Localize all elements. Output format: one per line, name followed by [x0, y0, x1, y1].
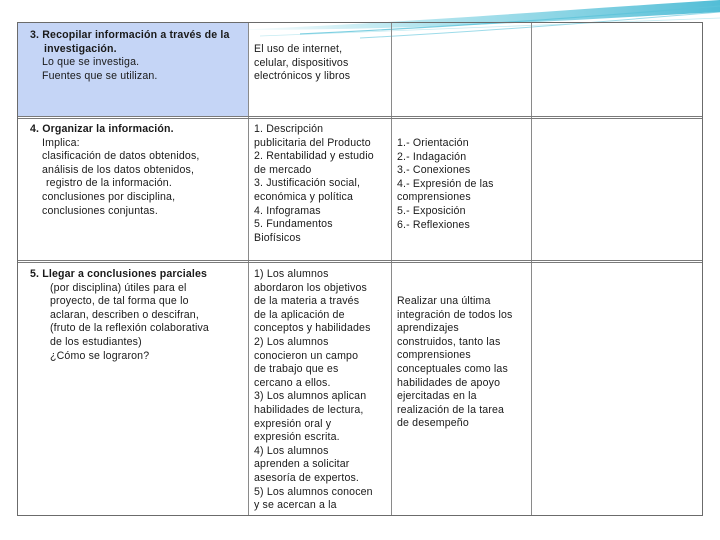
cell-line: 5.- Exposición — [397, 204, 466, 217]
phase-5-line: ¿Cómo se lograron? — [50, 349, 150, 362]
phase-5-line: (por disciplina) útiles para el — [50, 281, 187, 294]
column-divider — [391, 23, 392, 515]
cell-line: 2.- Indagación — [397, 150, 467, 163]
cell-line: conocieron un campo — [254, 349, 359, 362]
phase-4-line: conclusiones conjuntas. — [42, 204, 158, 217]
phase-4-stages-cell — [397, 137, 494, 232]
cell-line: habilidades de lectura, — [254, 403, 364, 416]
cell-line: asesoría de expertos. — [254, 471, 360, 484]
methodology-table — [17, 22, 703, 516]
phase-4-title: 4. Organizar la información. — [30, 123, 174, 135]
cell-line: expresión oral y — [254, 417, 332, 430]
phase-3-cell — [30, 29, 230, 83]
cell-line: abordaron los objetivos — [254, 281, 367, 294]
cell-line: 2) Los alumnos — [254, 335, 329, 348]
phase-4-line: análisis de los datos obtenidos, — [42, 163, 195, 176]
cell-line: 5. Fundamentos — [254, 218, 333, 231]
cell-line: integración de todos los — [397, 308, 513, 321]
cell-line: Biofísicos — [254, 231, 301, 244]
cell-line: 4.- Expresión de las — [397, 177, 494, 190]
row-divider — [18, 260, 702, 263]
cell-line: Realizar una última — [397, 295, 491, 307]
phase-3-title-cont: investigación. — [44, 42, 117, 55]
cell-line: habilidades de apoyo — [397, 376, 501, 389]
cell-line: de desempeño — [397, 417, 469, 430]
phase-4-line: Implica: — [42, 136, 80, 149]
phase-5-outcomes-cell — [254, 268, 373, 513]
cell-line: de la aplicación de — [254, 308, 345, 321]
phase-4-cell — [30, 123, 199, 218]
cell-line: cercano a ellos. — [254, 376, 331, 389]
phase-5-line: proyecto, de tal forma que lo — [50, 295, 189, 308]
cell-line: de trabajo que es — [254, 363, 339, 376]
cell-line: 3. Justificación social, — [254, 177, 361, 190]
cell-line: aprendizajes — [397, 322, 459, 335]
phase-4-line: conclusiones por disciplina, — [42, 190, 176, 203]
phase-4-products-cell — [254, 123, 374, 245]
phase-5-title: 5. Llegar a conclusiones parciales — [30, 268, 208, 280]
cell-line: publicitaria del Producto — [254, 136, 371, 149]
phase-3-line: Fuentes que se utilizan. — [42, 69, 158, 82]
cell-line: 6.- Reflexiones — [397, 218, 470, 231]
cell-line: 1) Los alumnos — [254, 268, 329, 280]
cell-line: comprensiones — [397, 191, 471, 204]
phase-5-line: de los estudiantes) — [50, 335, 142, 348]
cell-line: construidos, tanto las — [397, 335, 501, 348]
cell-line: 4. Infogramas — [254, 204, 321, 217]
phase-5-cell — [30, 268, 209, 363]
phase-4-line: registro de la información. — [46, 177, 172, 190]
cell-line: conceptuales como las — [397, 362, 508, 375]
phase-3-line: Lo que se investiga. — [42, 56, 140, 69]
cell-line: comprensiones — [397, 349, 471, 362]
cell-line: y se acercan a la — [254, 499, 337, 512]
cell-line: 1. Descripción — [254, 123, 324, 135]
column-divider — [531, 23, 532, 515]
phase-3-sources-cell — [254, 43, 350, 84]
cell-line: 3) Los alumnos aplican — [254, 390, 367, 403]
phase-5-integration-cell — [397, 295, 513, 431]
row-divider — [18, 116, 702, 119]
cell-line: 2. Rentabilidad y estudio — [254, 150, 374, 163]
cell-line: realización de la tarea — [397, 403, 505, 416]
cell-line: celular, dispositivos — [254, 56, 349, 69]
cell-line: económica y política — [254, 190, 353, 203]
cell-line: 1.- Orientación — [397, 137, 469, 149]
cell-line: 3.- Conexiones — [397, 164, 471, 177]
column-divider — [248, 23, 249, 515]
cell-line: expresión escrita. — [254, 431, 340, 444]
phase-5-line: aclaran, describen o descifran, — [50, 308, 199, 321]
cell-line: conceptos y habilidades — [254, 322, 371, 335]
phase-4-line: clasificación de datos obtenidos, — [42, 150, 200, 163]
phase-5-line: (fruto de la reflexión colaborativa — [50, 322, 209, 335]
cell-line: 4) Los alumnos — [254, 444, 329, 457]
cell-line: El uso de internet, — [254, 43, 343, 55]
cell-line: de la materia a través — [254, 295, 360, 308]
phase-3-title: 3. Recopilar información a través de la — [30, 29, 230, 41]
cell-line: electrónicos y libros — [254, 70, 351, 83]
cell-line: ejercitadas en la — [397, 390, 477, 403]
cell-line: aprenden a solicitar — [254, 458, 350, 471]
cell-line: 5) Los alumnos conocen — [254, 485, 373, 498]
cell-line: de mercado — [254, 163, 312, 176]
